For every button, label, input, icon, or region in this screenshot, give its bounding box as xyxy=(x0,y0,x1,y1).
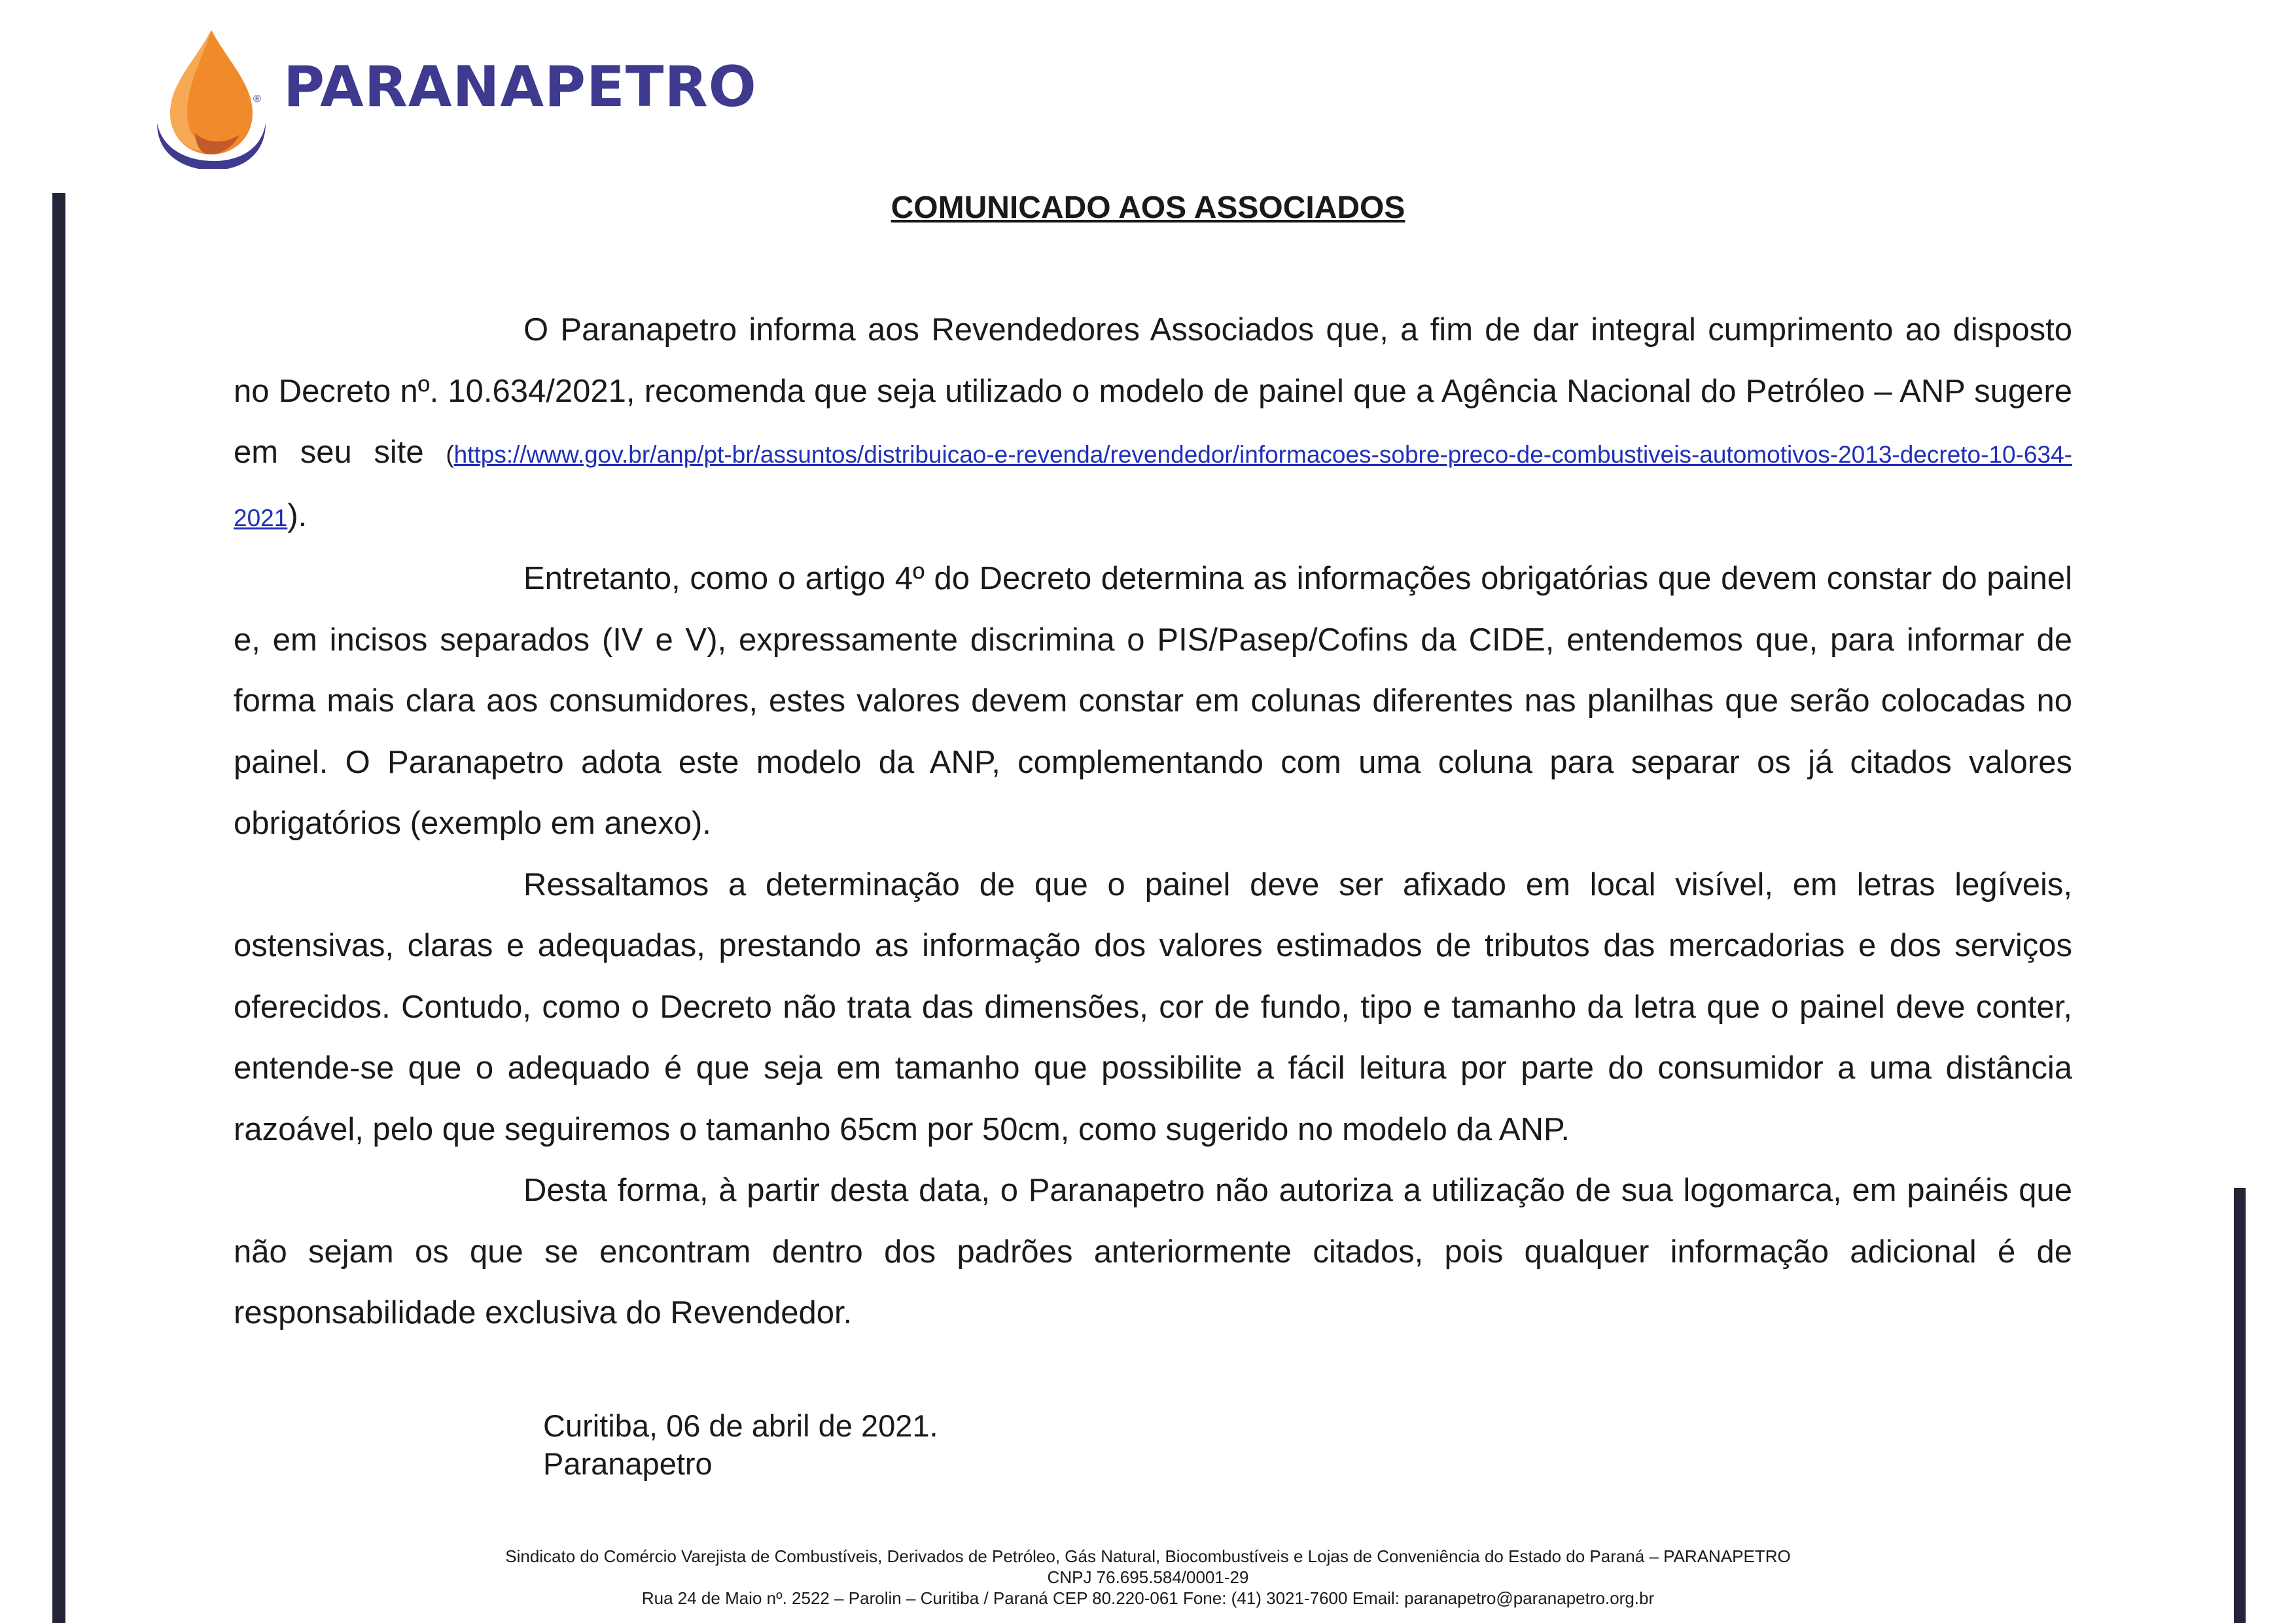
paragraph-3: Ressaltamos a determinação de que o painel deve ser afixado em local visível, em letras legíveis, ostensivas, claras e adequadas, prestando as informação dos valores estimados de tributos das mercadorias e dos serviços oferecidos. Contudo, como o Decreto não trata das dimensões, cor de fundo, tipo e tamanho da letra que o painel deve conter, entende-se que o adequado é que seja em tamanho que possibilite a fácil leitura por parte do consumidor a uma distância razoável, pelo que seguiremos o tamanho 65cm por 50cm, como sugerido no modelo da ANP. xyxy=(234,866,2072,1147)
link-open-paren: ( xyxy=(446,441,454,468)
paranapetro-logo xyxy=(149,25,823,169)
registered-mark: ® xyxy=(253,94,261,105)
paragraph-1-text: O Paranapetro informa aos Revendedores Associados que, a fim de dar integral cumprimento ao disposto no Decreto nº. 10.634/2021, recomenda que seja utilizado o modelo de painel que a Agência Nacional do Petróleo – ANP sugere em seu site xyxy=(234,312,2072,470)
link-close-paren: ). xyxy=(287,497,308,533)
footer-line-3: Rua 24 de Maio nº. 2522 – Parolin – Curitiba / Paraná CEP 80.220-061 Fone: (41) 3021-7600 Email: paranapetro@paranapetro.org.br xyxy=(641,1588,1655,1608)
signature: Paranapetro xyxy=(543,1446,713,1481)
footer xyxy=(0,1546,2296,1609)
anp-link[interactable]: https://www.gov.br/anp/pt-br/assuntos/distribuicao-e-revenda/revendedor/informacoes-sobre-preco-de-combustiveis-automotivos-2013-decreto-10-634-2021 xyxy=(234,441,2072,531)
paragraph-1 xyxy=(234,300,2072,548)
date-line: Curitiba, 06 de abril de 2021. xyxy=(543,1408,938,1443)
footer-line-1: Sindicato do Comércio Varejista de Combustíveis, Derivados de Petróleo, Gás Natural, Biocombustíveis e Lojas de Conveniência do Estado do Paraná – PARANAPETRO xyxy=(505,1546,1791,1566)
document-title: COMUNICADO AOS ASSOCIADOS xyxy=(891,190,1405,225)
closing-block xyxy=(543,1407,938,1483)
footer-line-2: CNPJ 76.695.584/0001-29 xyxy=(1047,1567,1249,1587)
paragraph-2: Entretanto, como o artigo 4º do Decreto determina as informações obrigatórias que devem constar do painel e, em incisos separados (IV e V), expressamente discrimina o PIS/Pasep/Cofins da CIDE, entendemos que, para informar de forma mais clara aos consumidores, estes valores devem constar em colunas diferentes nas planilhas que serão colocadas no painel. O Paranapetro adota este modelo da ANP, complementando com uma coluna para separar os já citados valores obrigatórios (exemplo em anexo). xyxy=(234,561,2072,841)
paragraph-4: Desta forma, à partir desta data, o Paranapetro não autoriza a utilização de sua logomarca, em painéis que não sejam os que se encontram dentro dos padrões anteriormente citados, pois qualquer informação adicional é de responsabilidade exclusiva do Revendedor. xyxy=(234,1173,2072,1330)
document-body xyxy=(234,300,2072,1344)
brand-name: PARANAPETRO xyxy=(283,54,757,120)
left-accent-bar xyxy=(52,193,65,1623)
